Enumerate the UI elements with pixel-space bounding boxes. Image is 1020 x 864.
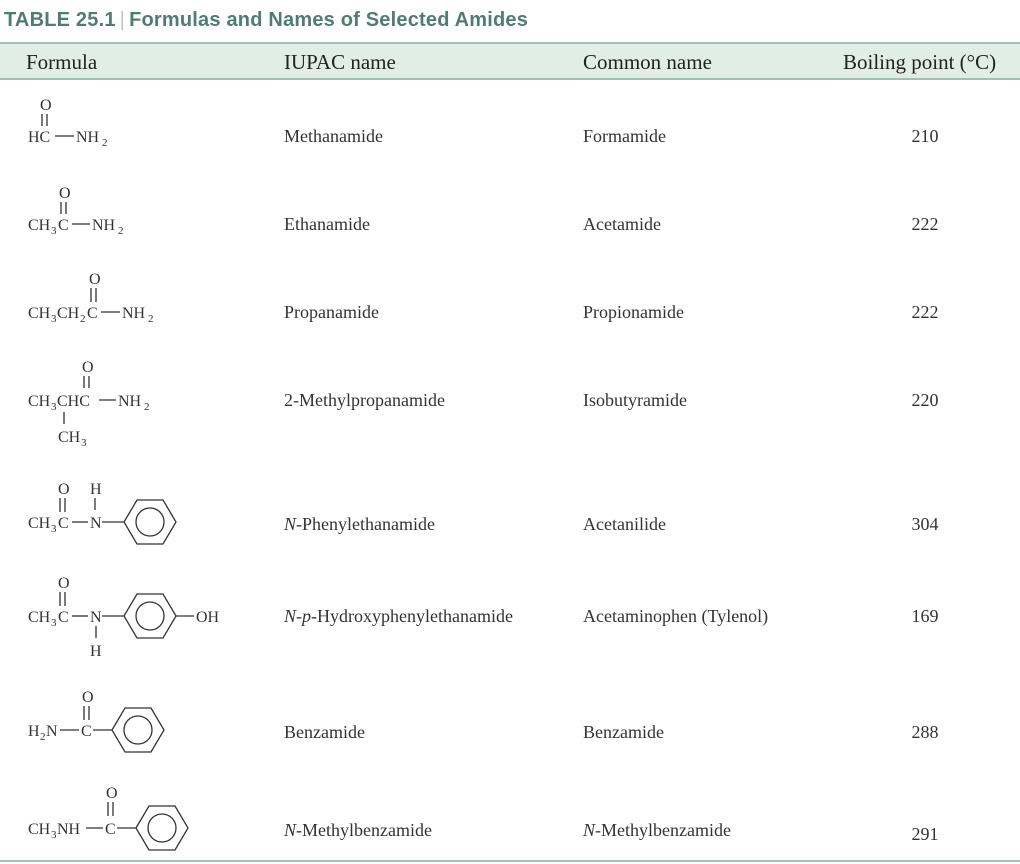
common-name: Propionamide [583,302,684,322]
svg-text:CHC: CHC [57,393,90,410]
formula-acetaminophen [0,568,260,664]
svg-text:O: O [82,689,94,706]
svg-text:O: O [59,185,71,202]
iupac-name: N-p-Hydroxyphenylethanamide [284,606,513,626]
svg-text:O: O [40,97,52,114]
common-name: N-Methylbenzamide [583,820,731,840]
table-row [0,776,1020,860]
svg-text:OH: OH [196,609,220,626]
table-caption: Formulas and Names of Selected Amides [129,9,529,31]
boiling-point: 210 [911,126,939,146]
iupac-name: Propanamide [284,302,379,322]
formula-formamide [0,90,260,170]
svg-text:CH: CH [28,609,51,626]
boiling-point: 304 [911,514,939,534]
svg-text:O: O [106,785,118,802]
common-name: Formamide [583,126,666,146]
svg-text:2: 2 [148,313,154,325]
svg-text:2: 2 [80,313,86,325]
svg-text:CH: CH [28,305,51,322]
table-row [0,354,1020,454]
svg-text:N: N [46,723,58,740]
iupac-name: Ethanamide [284,214,370,234]
table-row [0,568,1020,664]
col-formula: Formula [26,50,98,74]
table-label: TABLE 25.1 [4,9,116,31]
boiling-point: 169 [911,606,939,626]
boiling-point: 288 [911,722,939,742]
formula-acetamide [0,178,260,258]
svg-text:3: 3 [51,617,57,629]
svg-text:3: 3 [51,225,57,237]
common-name: Acetaminophen (Tylenol) [583,606,769,626]
svg-text:O: O [58,575,70,592]
iupac-name: 2-Methylpropanamide [284,390,445,410]
svg-text:3: 3 [51,829,57,841]
svg-text:C: C [87,305,98,322]
svg-text:C: C [58,515,69,532]
title-separator: | [119,9,126,31]
boiling-point: 222 [911,214,939,234]
svg-text:3: 3 [51,523,57,535]
svg-text:CH: CH [57,305,80,322]
formula-benzamide [0,682,260,772]
svg-text:C: C [58,217,69,234]
svg-text:3: 3 [51,313,57,325]
common-name: Isobutyramide [583,390,687,410]
svg-text:CH: CH [28,515,51,532]
svg-text:CH: CH [58,429,81,446]
svg-text:2: 2 [102,137,108,149]
svg-text:NH: NH [57,821,81,838]
formula-acetanilide [0,474,260,564]
formula-isobutyramide [0,354,260,454]
svg-text:NH: NH [122,305,146,322]
svg-text:H: H [28,723,40,740]
svg-text:2: 2 [118,225,124,237]
svg-text:H: H [90,481,102,498]
iupac-name: N-Methylbenzamide [284,820,432,840]
svg-text:CH: CH [28,393,51,410]
common-name: Acetanilide [583,514,666,534]
svg-text:C: C [105,821,116,838]
svg-text:3: 3 [81,437,87,449]
svg-text:C: C [81,723,92,740]
boiling-point: 222 [911,302,939,322]
col-boiling-point: Boiling point (°C) [843,50,997,74]
table-title [4,9,528,37]
common-name: Benzamide [583,722,664,742]
common-name: Acetamide [583,214,661,234]
iupac-name: N-Phenylethanamide [284,514,435,534]
table-row [0,178,1020,258]
svg-text:3: 3 [51,401,57,413]
svg-text:2: 2 [40,731,46,743]
svg-text:CH: CH [28,217,51,234]
svg-text:O: O [82,359,94,376]
svg-text:C: C [58,609,69,626]
svg-text:2: 2 [144,401,150,413]
svg-text:NH: NH [92,217,116,234]
boiling-point: 220 [911,390,939,410]
table-row [0,90,1020,170]
svg-text:HC: HC [28,129,51,146]
svg-text:CH: CH [28,821,51,838]
formula-propionamide [0,266,260,346]
svg-text:NH: NH [118,393,142,410]
svg-text:N: N [90,609,102,626]
table-row [0,682,1020,772]
formula-n-methylbenzamide [0,776,260,860]
table-row [0,474,1020,564]
table-bottom-rule [0,860,1020,862]
svg-text:O: O [58,481,70,498]
iupac-name: Methanamide [284,126,383,146]
svg-text:NH: NH [76,129,100,146]
boiling-point: 291 [911,824,939,844]
iupac-name: Benzamide [284,722,365,742]
svg-text:H: H [90,643,102,660]
col-iupac: IUPAC name [284,50,396,74]
table-row [0,266,1020,346]
table-header [0,42,1020,80]
svg-text:O: O [89,271,101,288]
svg-text:N: N [90,515,102,532]
col-common: Common name [583,50,712,74]
